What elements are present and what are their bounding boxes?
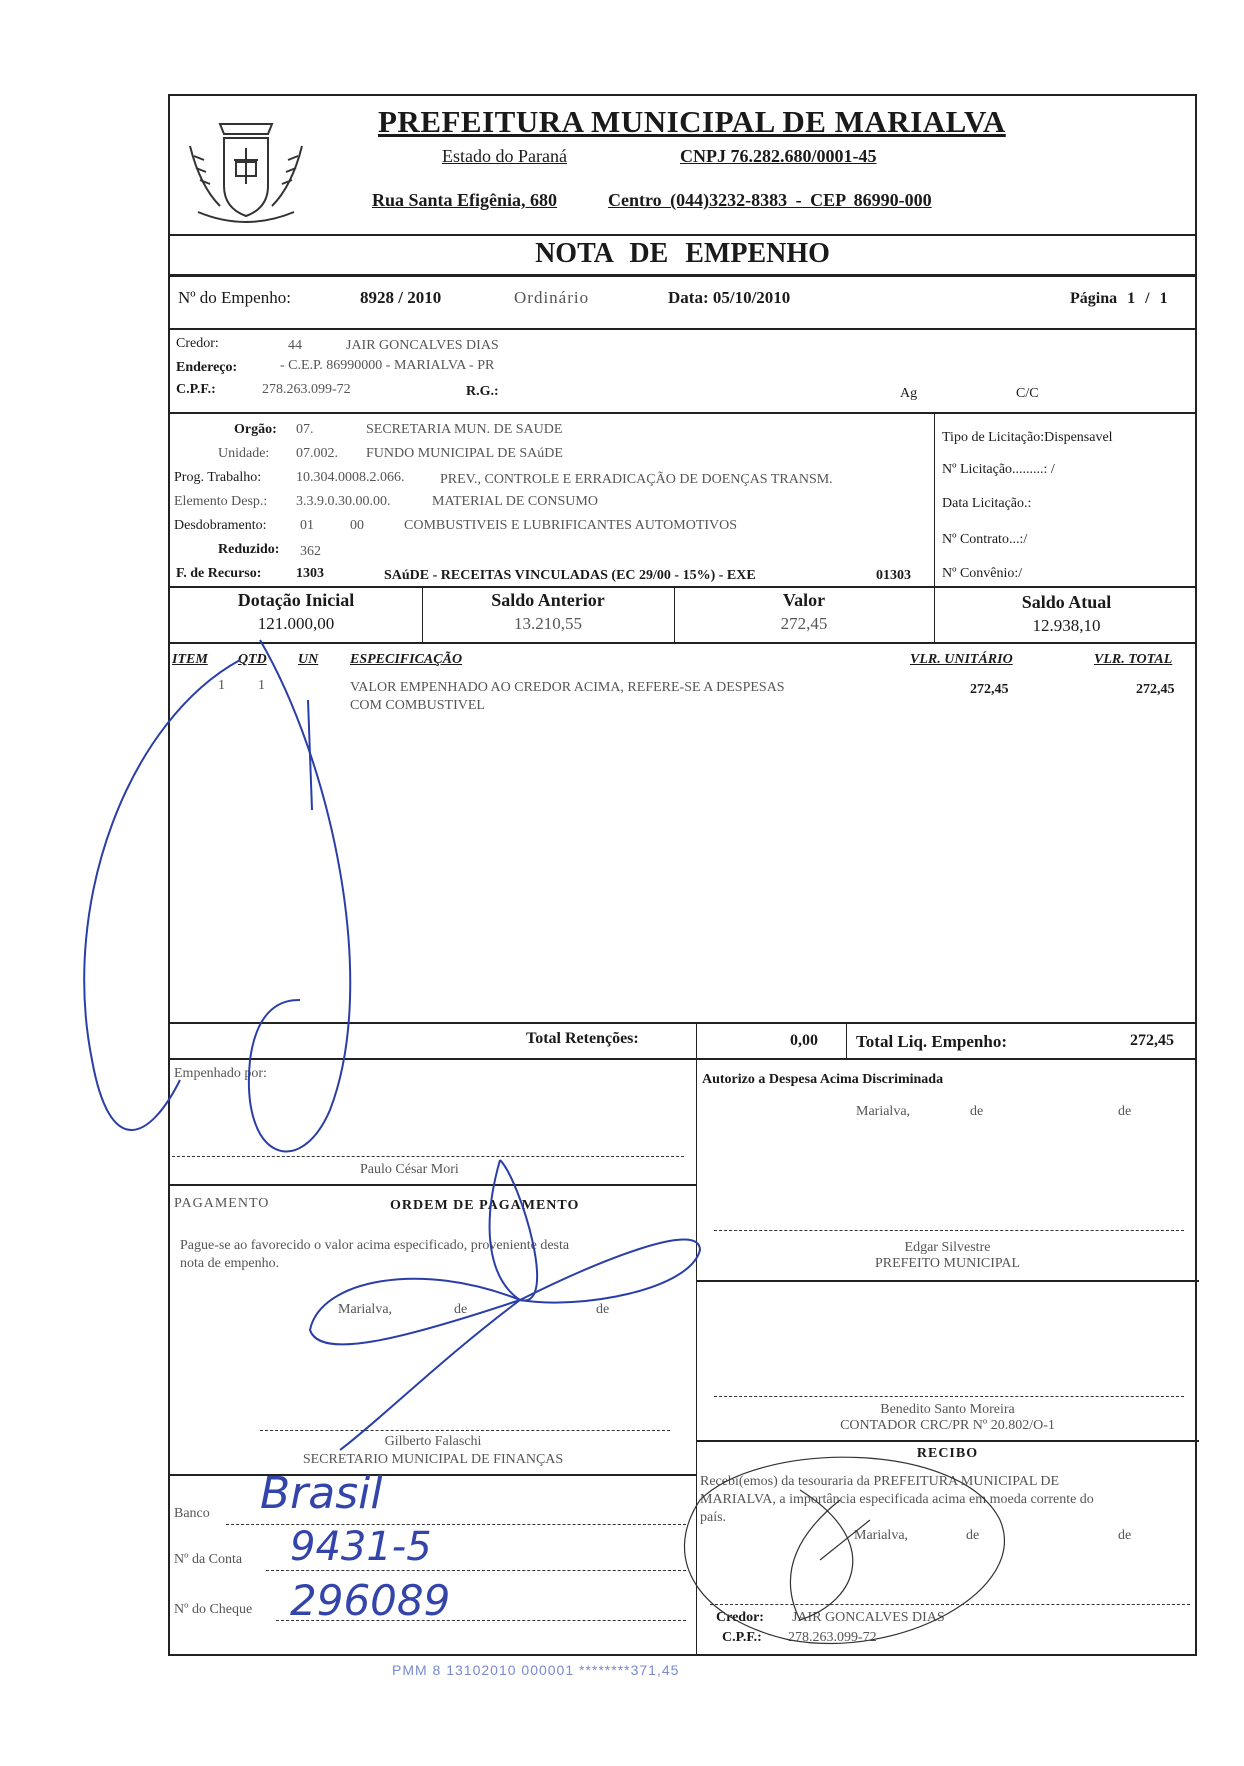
pagamento-text-line2: nota de empenho. <box>180 1256 280 1271</box>
fonte-recurso-code2: 01303 <box>876 568 911 583</box>
credor-name: JAIR GONCALVES DIAS <box>346 338 499 353</box>
total-retencoes-label: Total Retenções: <box>526 1030 639 1047</box>
fonte-recurso-label: F. de Recurso: <box>176 566 262 581</box>
secretario-signer: Gilberto Falaschi <box>384 1434 482 1449</box>
agency-label: Ag <box>900 386 918 401</box>
municipal-coat-of-arms-icon <box>180 116 312 228</box>
secretario-role: SECRETARIO MUNICIPAL DE FINANÇAS <box>302 1452 564 1467</box>
col-header-qtd: QTD <box>238 652 267 667</box>
numero-licitacao: Nº Licitação.........: / <box>942 462 1055 477</box>
item-spec-line2: COM COMBUSTIVEL <box>350 698 485 713</box>
elemento-desc: MATERIAL DE CONSUMO <box>432 494 598 509</box>
recibo-de1: de <box>966 1528 980 1543</box>
pagamento-text-line1: Pague-se ao favorecido o valor acima especificado, proveniente desta <box>180 1238 570 1253</box>
banco-handwritten: Brasil <box>260 1468 383 1519</box>
autorizo-de1: de <box>970 1104 984 1119</box>
nota-de-empenho-document <box>168 94 1197 1656</box>
elemento-label: Elemento Desp.: <box>174 494 268 509</box>
empenho-number-label: Nº do Empenho: <box>178 288 291 307</box>
recibo-cpf-label: C.P.F.: <box>722 1630 762 1645</box>
banco-label: Banco <box>174 1506 210 1521</box>
unidade-label: Unidade: <box>218 446 270 461</box>
col-header-total-value: VLR. TOTAL <box>1094 652 1173 667</box>
empenho-number: 8928 / 2010 <box>360 288 442 307</box>
recibo-text-line2: MARIALVA, a importância especificada acima em moeda corrente do <box>700 1492 1094 1507</box>
recibo-text-line1: Recebi(emos) da tesouraria da PREFEITURA MUNICIPAL DE <box>700 1474 1060 1489</box>
recibo-city: Marialva, <box>854 1528 909 1543</box>
orgao-code: 07. <box>296 422 314 437</box>
item-spec-line1: VALOR EMPENHADO AO CREDOR ACIMA, REFERE-SE A DESPESAS <box>350 680 785 695</box>
ordem-pagamento-label: ORDEM DE PAGAMENTO <box>390 1198 580 1213</box>
recibo-credor-label: Credor: <box>716 1610 764 1625</box>
unidade-code: 07.002. <box>296 446 338 461</box>
prog-trabalho-desc: PREV., CONTROLE E ERRADICAÇÃO DE DOENÇAS TRANSM. <box>440 472 833 487</box>
elemento-code: 3.3.9.0.30.00.00. <box>296 494 391 509</box>
recibo-de2: de <box>1118 1528 1132 1543</box>
account-label: C/C <box>1016 386 1039 401</box>
autorizo-de2: de <box>1118 1104 1132 1119</box>
desdobramento-code: 01 <box>300 518 314 533</box>
orgao-desc: SECRETARIA MUN. DE SAUDE <box>366 422 563 437</box>
desdobramento-desc: COMBUSTIVEIS E LUBRIFICANTES AUTOMOTIVOS <box>404 518 738 533</box>
total-retencoes-value: 0,00 <box>790 1032 818 1049</box>
col-header-spec: ESPECIFICAÇÃO <box>350 652 463 667</box>
saldo-anterior-value: 13.210,55 <box>514 614 582 633</box>
numero-convenio: Nº Convênio:/ <box>942 566 1023 581</box>
empenho-date: Data: 05/10/2010 <box>668 288 791 307</box>
contador-signer: Benedito Santo Moreira <box>880 1402 1015 1417</box>
item-total-value: 272,45 <box>1136 682 1175 697</box>
item-qty: 1 <box>258 678 265 693</box>
item-number: 1 <box>218 678 225 693</box>
endereco-label: Endereço: <box>176 360 238 375</box>
cnpj: CNPJ 76.282.680/0001-45 <box>680 146 877 166</box>
prefeito-signer: Edgar Silvestre <box>904 1240 991 1255</box>
prog-trabalho-code: 10.304.0008.2.066. <box>296 470 405 485</box>
col-header-item: ITEM <box>172 652 208 667</box>
saldo-anterior-label: Saldo Anterior <box>491 590 605 610</box>
cpf-label: C.P.F.: <box>176 382 216 397</box>
empenhado-signer: Paulo César Mori <box>360 1162 459 1177</box>
reduzido-label: Reduzido: <box>218 542 280 557</box>
reduzido-code: 362 <box>300 544 321 559</box>
recibo-label: RECIBO <box>916 1446 979 1461</box>
autorizo-city: Marialva, <box>856 1104 911 1119</box>
fonte-recurso-code: 1303 <box>296 566 324 581</box>
recibo-cpf: 278.263.099-72 <box>788 1630 877 1645</box>
empenho-type: Ordinário <box>514 288 590 307</box>
numero-contrato: Nº Contrato...:/ <box>942 532 1028 547</box>
cheque-handwritten: 296089 <box>290 1576 451 1625</box>
conta-label: Nº da Conta <box>174 1552 243 1567</box>
col-header-un: UN <box>298 652 319 667</box>
conta-handwritten: 9431-5 <box>290 1524 432 1570</box>
saldo-atual-label: Saldo Atual <box>1021 592 1112 612</box>
autorizo-label: Autorizo a Despesa Acima Discriminada <box>702 1072 944 1087</box>
valor-label: Valor <box>782 590 826 610</box>
fonte-recurso-desc: SAúDE - RECEITAS VINCULADAS (EC 29/00 - 15%) - EXE <box>384 568 756 583</box>
municipality-title: PREFEITURA MUNICIPAL DE MARIALVA <box>378 104 1006 139</box>
total-liq-empenho-value: 272,45 <box>1130 1032 1174 1049</box>
data-licitacao: Data Licitação.: <box>942 496 1032 511</box>
pagamento-label: PAGAMENTO <box>174 1196 270 1211</box>
dotacao-inicial-value: 121.000,00 <box>257 614 335 633</box>
pagamento-de2: de <box>596 1302 610 1317</box>
credor-address: - C.E.P. 86990000 - MARIALVA - PR <box>280 358 495 373</box>
contact-info: Centro (044)3232-8383 - CEP 86990-000 <box>608 190 932 210</box>
contador-role: CONTADOR CRC/PR Nº 20.802/O-1 <box>840 1418 1055 1433</box>
valor-value: 272,45 <box>780 614 828 633</box>
cheque-label: Nº do Cheque <box>174 1602 253 1617</box>
total-liq-empenho-label: Total Liq. Empenho: <box>856 1032 1007 1051</box>
empenhado-por-label: Empenhado por: <box>174 1066 267 1081</box>
credor-label: Credor: <box>176 336 219 351</box>
credor-cpf: 278.263.099-72 <box>262 382 351 397</box>
document-title: NOTA DE EMPENHO <box>535 238 830 269</box>
rg-label: R.G.: <box>466 384 499 399</box>
register-stamp: PMM 8 13102010 000001 ********371,45 <box>392 1662 680 1678</box>
desdobramento-code2: 00 <box>350 518 364 533</box>
dotacao-inicial-label: Dotação Inicial <box>237 590 355 610</box>
prefeito-role: PREFEITO MUNICIPAL <box>874 1256 1021 1271</box>
desdobramento-label: Desdobramento: <box>174 518 267 533</box>
orgao-label: Orgão: <box>234 422 277 437</box>
item-unit-value: 272,45 <box>970 682 1009 697</box>
tipo-licitacao: Tipo de Licitação:Dispensavel <box>942 430 1113 445</box>
col-header-unit-value: VLR. UNITÁRIO <box>910 652 1013 667</box>
recibo-text-line3: país. <box>700 1510 727 1525</box>
saldo-atual-value: 12.938,10 <box>1032 616 1101 635</box>
prog-trabalho-label: Prog. Trabalho: <box>174 470 262 485</box>
unidade-desc: FUNDO MUNICIPAL DE SAúDE <box>366 446 563 461</box>
address: Rua Santa Efigênia, 680 <box>372 190 558 210</box>
recibo-credor-name: JAIR GONCALVES DIAS <box>792 1610 945 1625</box>
pagamento-city: Marialva, <box>338 1302 393 1317</box>
credor-code: 44 <box>288 338 302 353</box>
page-indicator: Página 1 / 1 <box>1070 290 1168 307</box>
pagamento-de1: de <box>454 1302 468 1317</box>
state-name: Estado do Paraná <box>442 146 567 166</box>
